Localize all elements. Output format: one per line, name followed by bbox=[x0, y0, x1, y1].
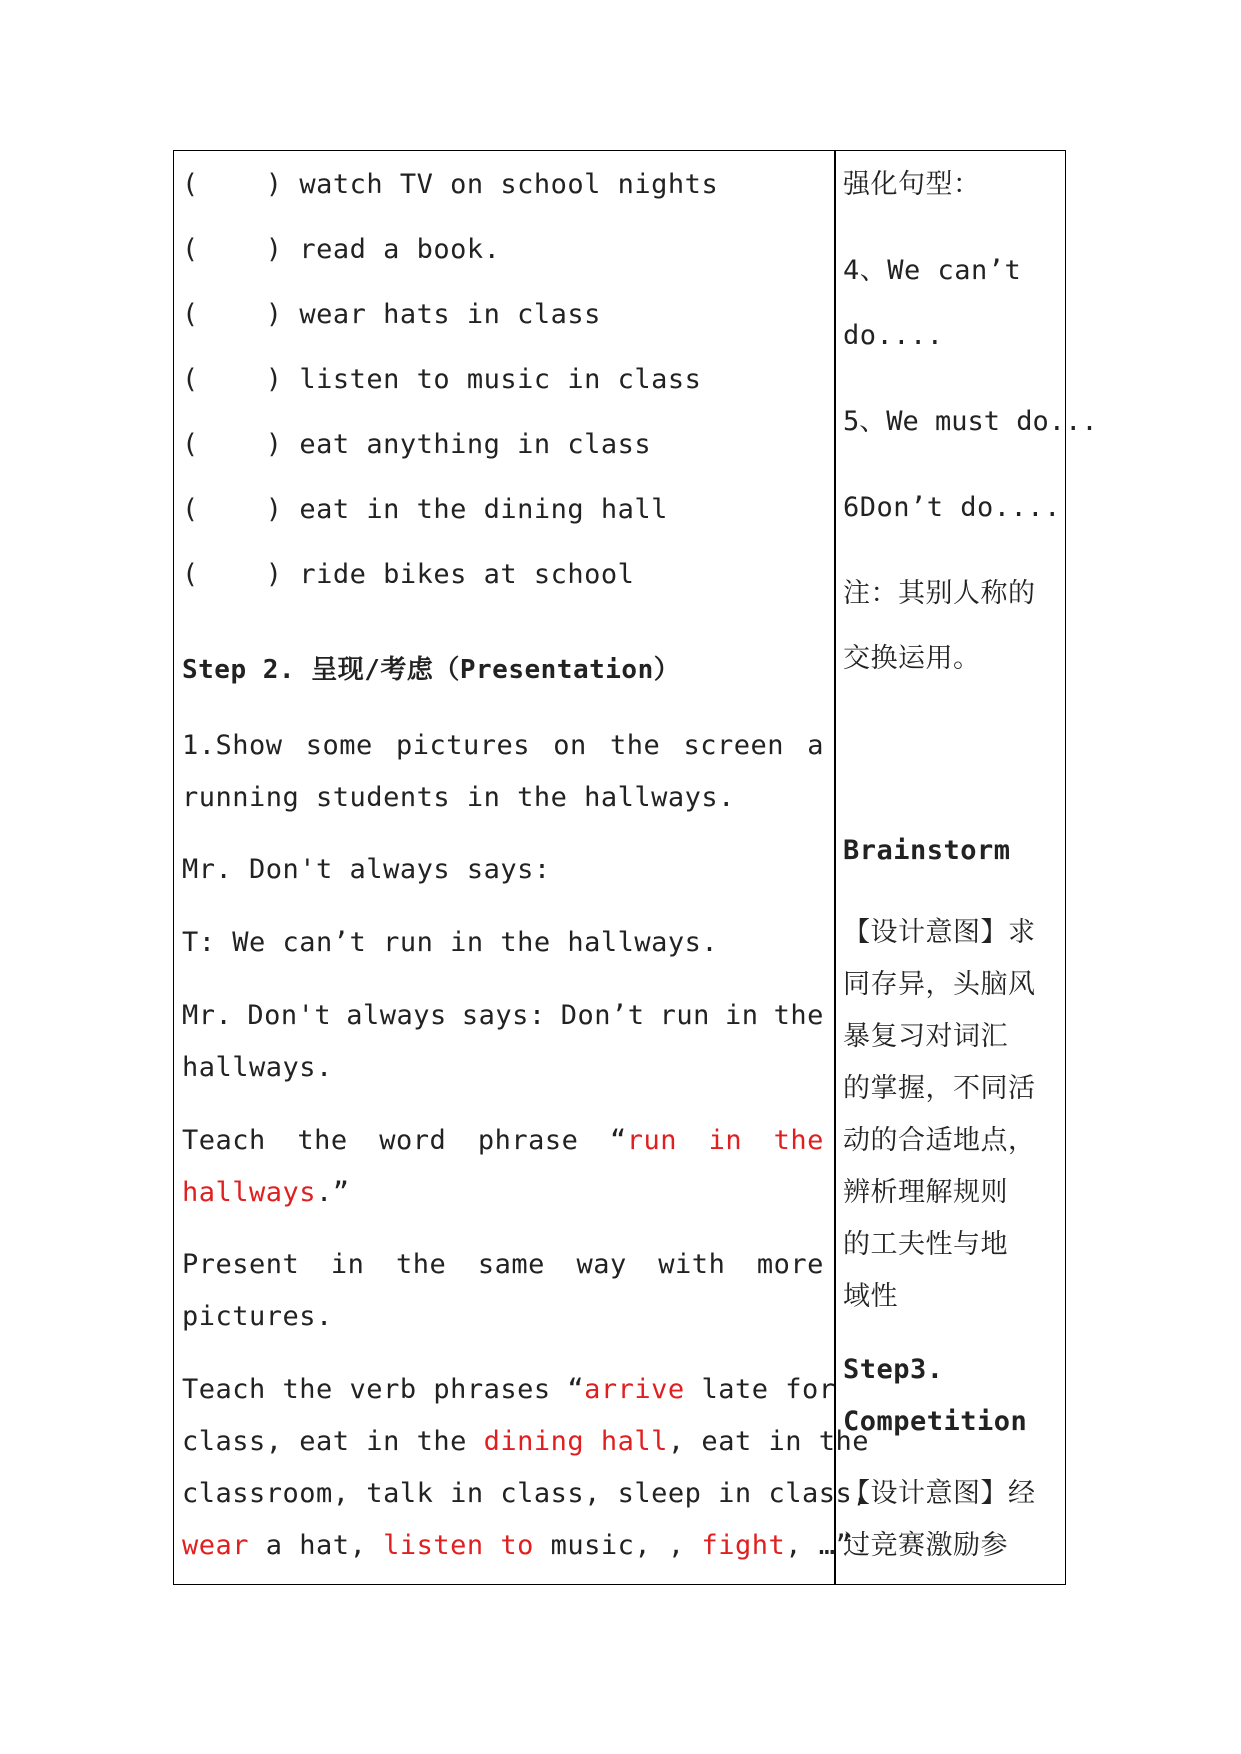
sentence-pattern-4a: 4、We can’t bbox=[843, 255, 1022, 286]
word: with bbox=[658, 1249, 726, 1280]
word: pictures bbox=[395, 730, 531, 761]
highlight-word: wear bbox=[182, 1530, 250, 1561]
highlight-word: dining hall bbox=[483, 1426, 668, 1457]
word: Present bbox=[182, 1249, 300, 1280]
checklist-item bbox=[182, 493, 668, 527]
checklist-text: eat anything in class bbox=[299, 429, 652, 460]
checklist-text: ride bikes at school bbox=[299, 559, 635, 590]
step2-heading: Step 2. 呈现/考虑（Presentation） bbox=[182, 655, 681, 685]
word: the bbox=[297, 1125, 348, 1156]
word: Teach bbox=[182, 1125, 266, 1156]
highlight-word: arrive bbox=[584, 1374, 685, 1405]
sentence-pattern-4b: do.... bbox=[843, 320, 944, 351]
word: always bbox=[346, 1000, 447, 1031]
column-divider bbox=[834, 150, 836, 1585]
verb-phrases-line4: wear a hat, listen to music, , fight, …” bbox=[182, 1530, 853, 1561]
answer-bracket: ( ) bbox=[182, 364, 283, 395]
note-line1: 注：其别人称的 bbox=[843, 578, 1036, 609]
mr-dont-rule-line1 bbox=[182, 999, 824, 1033]
note-line2: 交换运用。 bbox=[843, 643, 981, 674]
word: Mr. bbox=[182, 1000, 233, 1031]
highlight-word: fight bbox=[701, 1530, 786, 1561]
highlight-word: listen to bbox=[383, 1530, 534, 1561]
design-line: 辨析理解规则 bbox=[843, 1177, 1008, 1208]
word: some bbox=[305, 730, 373, 761]
quoted-phrase: “run bbox=[609, 1125, 677, 1156]
step3-heading-line2: Competition bbox=[843, 1406, 1028, 1437]
present-same-way-line2: pictures. bbox=[182, 1301, 333, 1332]
design-line: 同存异，头脑风 bbox=[843, 969, 1036, 1000]
answer-bracket: ( ) bbox=[182, 429, 283, 460]
design-line: 动的合适地点， bbox=[843, 1125, 1036, 1156]
word: on bbox=[553, 730, 587, 761]
design-line: 【设计意图】求 bbox=[843, 917, 1036, 948]
answer-bracket: ( ) bbox=[182, 169, 283, 200]
word: same bbox=[477, 1249, 545, 1280]
word: in bbox=[725, 1000, 759, 1031]
show-pictures-line2: running students in the hallways. bbox=[182, 782, 735, 813]
word: 1.Show bbox=[182, 730, 283, 761]
reinforce-heading: 强化句型： bbox=[843, 169, 981, 200]
word: the bbox=[395, 1249, 447, 1280]
present-same-way-line1 bbox=[182, 1248, 824, 1282]
word: screen bbox=[683, 730, 784, 761]
verb-phrases-line2: class, eat in the dining hall, eat in the bbox=[182, 1426, 869, 1457]
design-line: 过竞赛激励参 bbox=[843, 1530, 1008, 1561]
sentence-pattern-6: 6Don’t do.... bbox=[843, 492, 1061, 523]
design-line: 的掌握，不同活 bbox=[843, 1073, 1036, 1104]
highlight-word: in bbox=[708, 1125, 743, 1156]
show-pictures-line1 bbox=[182, 729, 824, 763]
teacher-sentence: T: We can’t run in the hallways. bbox=[182, 927, 719, 958]
word: a bbox=[807, 730, 824, 761]
checklist-text: watch TV on school nights bbox=[299, 169, 719, 200]
sentence-pattern-5: 5、We must do... bbox=[843, 406, 1098, 437]
word: in bbox=[330, 1249, 365, 1280]
design-line: 暴复习对词汇 bbox=[843, 1021, 1008, 1052]
checklist-item bbox=[182, 558, 634, 592]
word: the bbox=[609, 730, 661, 761]
checklist-text: wear hats in class bbox=[299, 299, 601, 330]
word: Don’t bbox=[560, 1000, 645, 1031]
verb-phrases-line1: Teach the verb phrases “arrive late for bbox=[182, 1374, 836, 1405]
mr-dont-rule-line2: hallways. bbox=[182, 1052, 333, 1083]
word: run bbox=[659, 1000, 710, 1031]
word: says: bbox=[461, 1000, 546, 1031]
word: way bbox=[576, 1249, 627, 1280]
word: Don't bbox=[247, 1000, 332, 1031]
step3-heading-line1: Step3. bbox=[843, 1354, 944, 1385]
highlight-word: hallways bbox=[182, 1177, 317, 1208]
word: more bbox=[756, 1249, 824, 1280]
mr-dont-says: Mr. Don't always says: bbox=[182, 854, 551, 885]
answer-bracket: ( ) bbox=[182, 494, 283, 525]
checklist-item bbox=[182, 298, 601, 332]
answer-bracket: ( ) bbox=[182, 234, 283, 265]
highlight-word: run bbox=[626, 1125, 677, 1156]
checklist-item bbox=[182, 233, 500, 267]
checklist-text: read a book. bbox=[299, 234, 501, 265]
checklist-item bbox=[182, 428, 651, 462]
design-line: 【设计意图】经 bbox=[843, 1478, 1036, 1509]
word: phrase bbox=[477, 1125, 579, 1156]
highlight-word: the bbox=[773, 1125, 824, 1156]
brainstorm-heading: Brainstorm bbox=[843, 835, 1011, 866]
design-line: 的工夫性与地 bbox=[843, 1229, 1008, 1260]
answer-bracket: ( ) bbox=[182, 299, 283, 330]
checklist-text: eat in the dining hall bbox=[299, 494, 668, 525]
teach-word-line1 bbox=[182, 1124, 824, 1158]
verb-phrases-line3: classroom, talk in class, sleep in class, bbox=[182, 1478, 869, 1509]
word: word bbox=[379, 1125, 447, 1156]
checklist-item bbox=[182, 168, 718, 202]
word: the bbox=[773, 1000, 824, 1031]
checklist-text: listen to music in class bbox=[299, 364, 702, 395]
design-line: 域性 bbox=[843, 1281, 898, 1312]
answer-bracket: ( ) bbox=[182, 559, 283, 590]
teach-word-line2: hallways.” bbox=[182, 1177, 350, 1208]
checklist-item bbox=[182, 363, 701, 397]
